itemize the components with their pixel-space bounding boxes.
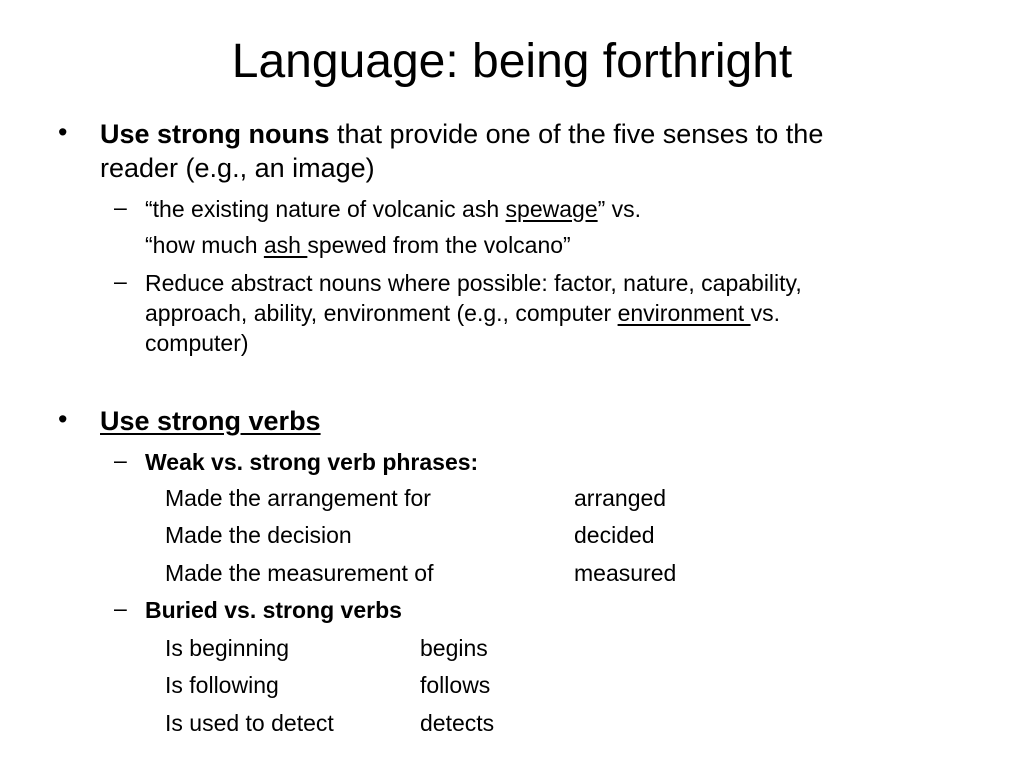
noun-example-1 <box>145 194 641 224</box>
abstract-line-1: Reduce abstract nouns where possible: factor, nature, capability, <box>145 270 802 296</box>
buried-pair-3 <box>165 708 334 738</box>
weak-phrase: Made the arrangement for <box>165 485 431 511</box>
weak-label-text: Weak vs. strong verb phrases: <box>145 449 479 475</box>
noun-example-2-before: “how much <box>145 232 264 258</box>
noun-example-1-after: ” vs. <box>597 196 642 222</box>
slide-title: Language: being forthright <box>231 35 793 88</box>
bullet-verbs: • <box>58 404 68 434</box>
noun-example-2-underlined: ash <box>263 232 308 258</box>
strong-verb-2: decided <box>574 522 655 548</box>
weak-pair-2 <box>165 520 352 550</box>
abstract-line-2-underlined: environment <box>617 300 751 326</box>
dash-buried: – <box>114 595 127 621</box>
weak-pair-3 <box>165 558 433 588</box>
weak-phrase: Made the decision <box>165 522 352 548</box>
buried-phrase: Is used to detect <box>165 710 334 736</box>
weak-phrase: Made the measurement of <box>165 560 434 586</box>
verbs-heading <box>100 404 321 438</box>
noun-example-1-underlined: spewage <box>505 196 598 222</box>
weak-pair-1 <box>165 483 431 513</box>
buried-strong-2: follows <box>420 672 491 698</box>
weak-label <box>145 447 478 477</box>
buried-strong-1: begins <box>420 635 488 661</box>
nouns-line-1 <box>100 117 823 151</box>
dash-examples: – <box>114 194 127 220</box>
nouns-line-2: reader (e.g., an image) <box>100 153 375 183</box>
buried-phrase: Is beginning <box>165 635 290 661</box>
buried-label <box>145 595 402 625</box>
buried-pair-1 <box>165 633 289 663</box>
abstract-line-2-after: vs. <box>750 300 780 326</box>
abstract-line-3: computer) <box>145 330 249 356</box>
strong-verb-1: arranged <box>574 485 667 511</box>
dash-weak: – <box>114 447 127 473</box>
noun-example-2-after: spewed from the volcano” <box>307 232 571 258</box>
strong-verb-3: measured <box>574 560 677 586</box>
abstract-line-2-before: approach, ability, environment (e.g., computer <box>145 300 618 326</box>
verbs-heading-text: Use strong verbs <box>100 406 321 436</box>
nouns-line-1-rest: that provide one of the five senses to the <box>329 119 824 149</box>
buried-pair-2 <box>165 670 279 700</box>
buried-label-text: Buried vs. strong verbs <box>145 597 402 623</box>
noun-example-1-before: “the existing nature of volcanic ash <box>145 196 506 222</box>
noun-example-2 <box>145 230 571 260</box>
buried-phrase: Is following <box>165 672 279 698</box>
bullet-nouns: • <box>58 117 68 147</box>
nouns-bold-lead: Use strong nouns <box>100 119 330 149</box>
buried-strong-3: detects <box>420 710 495 736</box>
dash-abstract: – <box>114 268 127 294</box>
abstract-line-2 <box>145 298 780 328</box>
